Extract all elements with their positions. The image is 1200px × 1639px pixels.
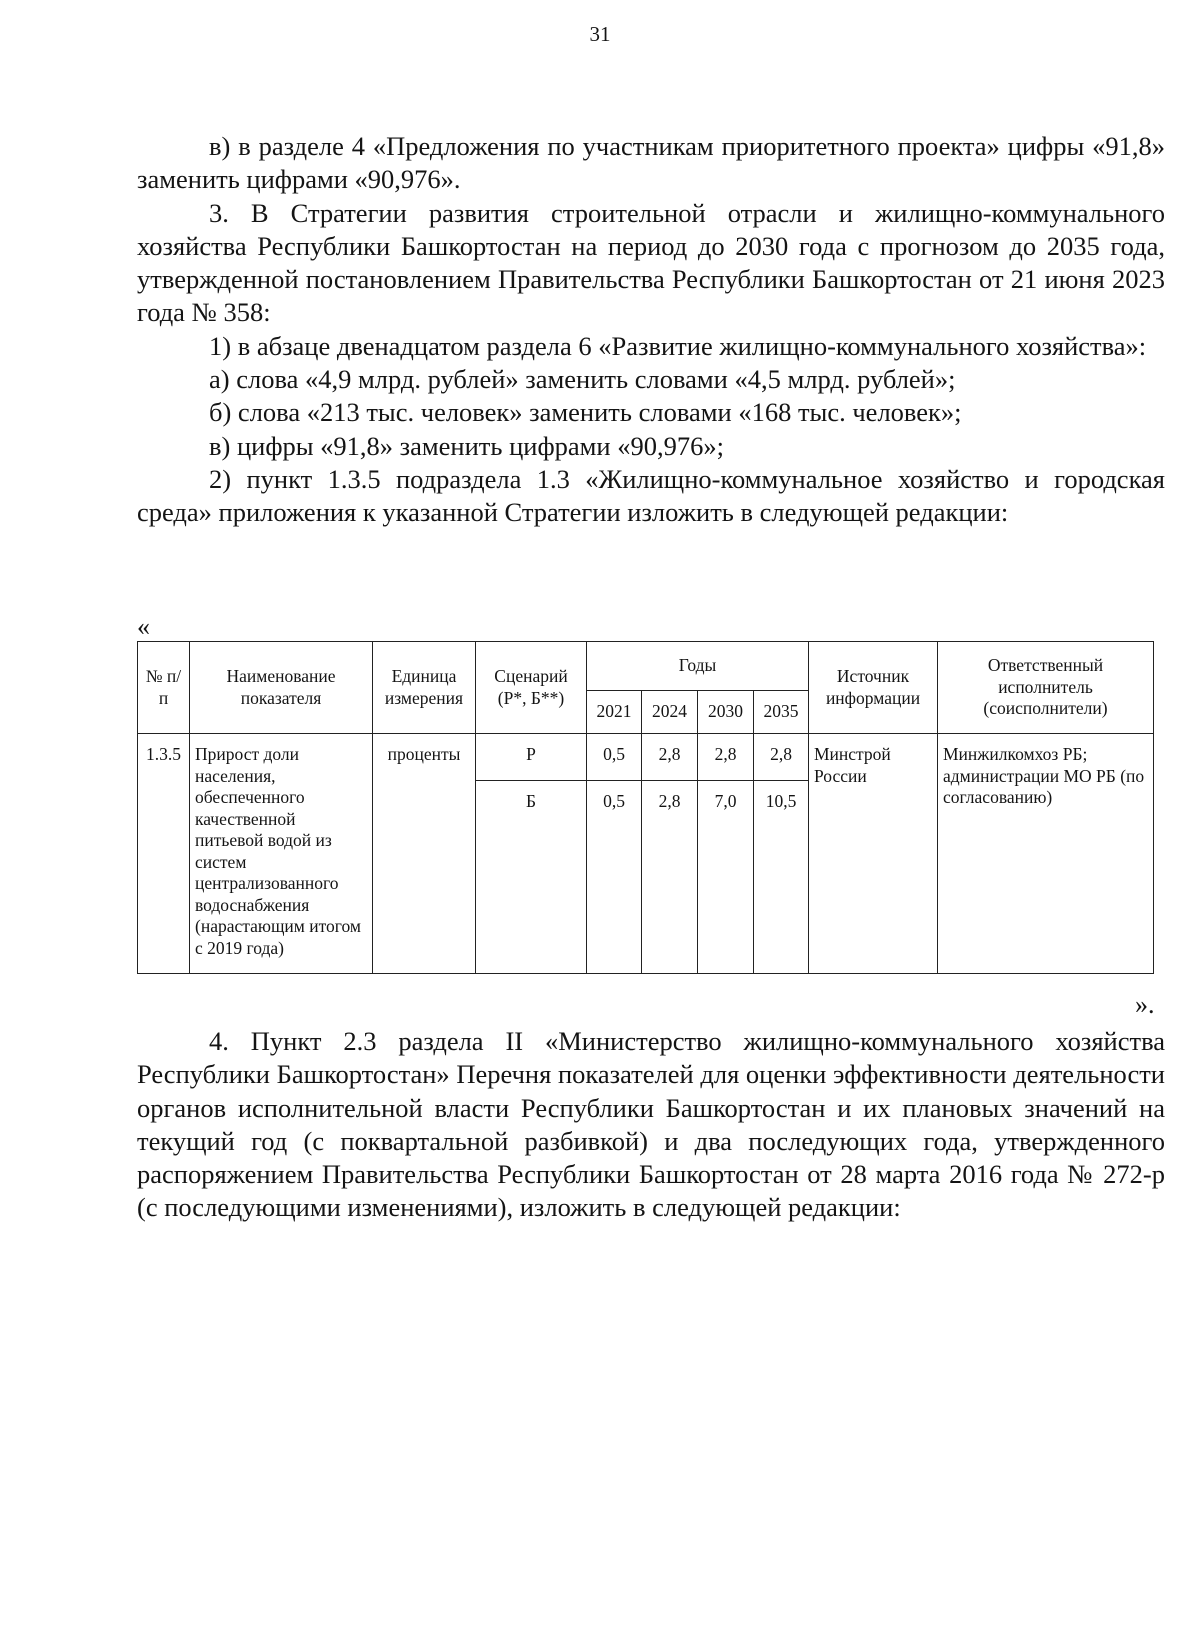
indicator-table <box>137 641 1154 974</box>
paragraph-v-razdele-4: в) в разделе 4 «Предложения по участникам приоритетного проекта» цифры «91,8» заменить цифрами «90,976». <box>137 131 1165 195</box>
opening-quote: « <box>137 612 150 641</box>
header-responsible: Ответственный исполнитель (соисполнители) <box>938 642 1154 734</box>
header-source: Источник информации <box>809 642 938 734</box>
table-header-row <box>138 642 1154 691</box>
paragraph-item-3-1-b: б) слова «213 тыс. человек» заменить словами «168 тыс. человек»; <box>209 397 962 428</box>
header-years-group: Годы <box>587 642 809 691</box>
row-name: Прирост доли населения, обеспеченного качественной питьевой водой из систем централизованного водоснабжения (нарастающим итогом с 2019 года) <box>190 734 373 974</box>
header-unit: Единица измерения <box>373 642 476 734</box>
header-name: Наименование показателя <box>190 642 373 734</box>
scenario-label: Б <box>476 781 587 974</box>
header-year: 2035 <box>754 691 809 734</box>
scenario-value: 10,5 <box>754 781 809 974</box>
paragraph-item-3-1-a: а) слова «4,9 млрд. рублей» заменить словами «4,5 млрд. рублей»; <box>209 364 956 395</box>
closing-quote: ». <box>1135 990 1155 1019</box>
row-unit: проценты <box>373 734 476 974</box>
header-year: 2024 <box>642 691 698 734</box>
scenario-value: 2,8 <box>642 781 698 974</box>
paragraph-item-3-2: 2) пункт 1.3.5 подраздела 1.3 «Жилищно-коммунальное хозяйство и городская среда» приложения к указанной Стратегии изложить в следующей редакции: <box>137 463 1165 528</box>
header-year: 2021 <box>587 691 642 734</box>
body-bottom <box>137 1025 1165 1225</box>
scenario-label: Р <box>476 734 587 781</box>
table-row <box>138 734 1154 781</box>
row-source: Минстрой России <box>809 734 938 974</box>
scenario-value: 7,0 <box>698 781 754 974</box>
row-num: 1.3.5 <box>138 734 190 974</box>
scenario-value: 2,8 <box>642 734 698 781</box>
body-top <box>137 130 1165 530</box>
row-responsible: Минжилкомхоз РБ; администрации МО РБ (по согласованию) <box>938 734 1154 974</box>
paragraph-item-3: 3. В Стратегии развития строительной отрасли и жилищно-коммунального хозяйства Республики Башкортостан на период до 2030 года с прогнозом до 2035 года, утвержденной постановлением Правительства Республики Башкортостан от 21 июня 2023 года № 358: <box>137 197 1165 328</box>
paragraph-item-3-1: 1) в абзаце двенадцатом раздела 6 «Развитие жилищно-коммунального хозяйства»: <box>209 330 1147 361</box>
paragraph-item-3-1-v: в) цифры «91,8» заменить цифрами «90,976»; <box>209 430 724 461</box>
paragraph-item-4: 4. Пункт 2.3 раздела II «Министерство жилищно-коммунального хозяйства Республики Башкортостан» Перечня показателей для оценки эффективности деятельности органов исполнительной власти Республики Башкортостан и их плановых значений на текущий год (с поквартальной разбивкой) и два последующих года, утвержденного распоряжением Правительства Республики Башкортостан от 28 марта 2016 года № 272-р (с последующими изменениями), изложить в следующей редакции: <box>137 1026 1165 1223</box>
scenario-value: 2,8 <box>754 734 809 781</box>
header-num: № п/п <box>138 642 190 734</box>
scenario-value: 0,5 <box>587 781 642 974</box>
header-scenario: Сценарий (Р*, Б**) <box>476 642 587 734</box>
page-number: 31 <box>589 22 611 46</box>
scenario-value: 2,8 <box>698 734 754 781</box>
header-year: 2030 <box>698 691 754 734</box>
scenario-value: 0,5 <box>587 734 642 781</box>
